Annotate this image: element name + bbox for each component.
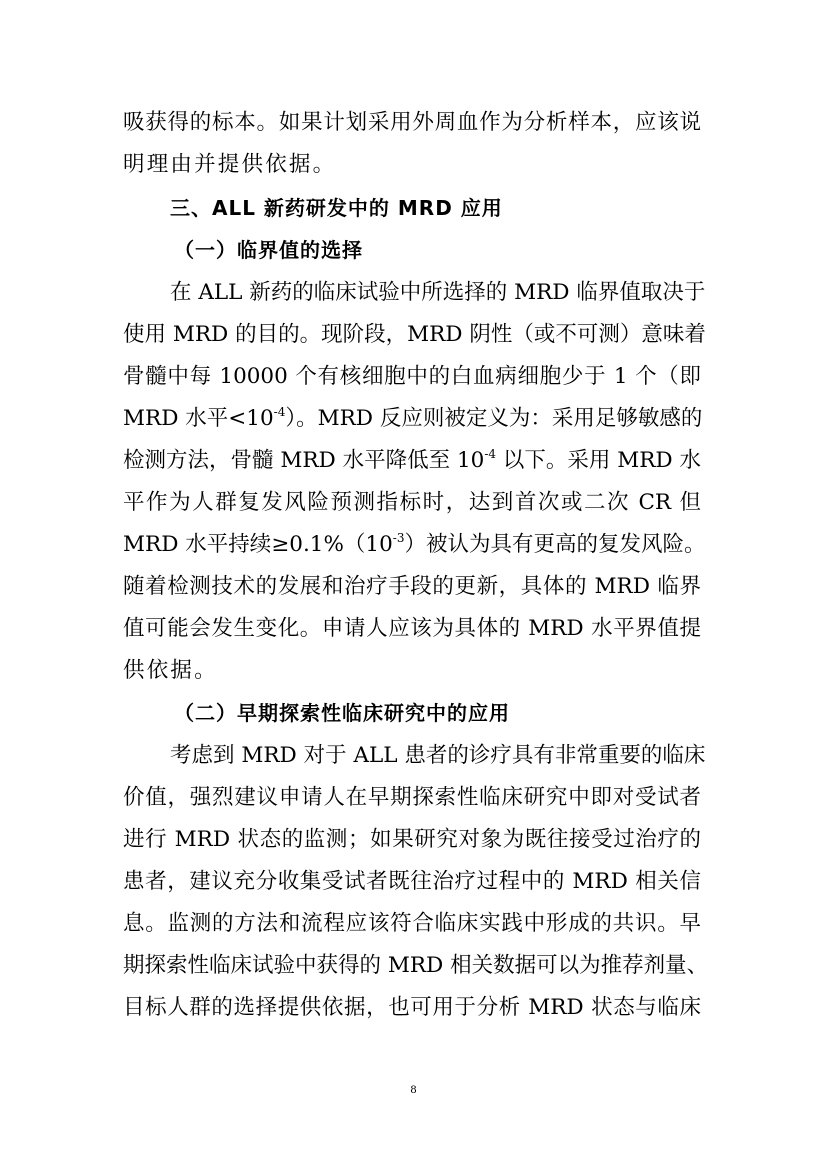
exponent: -3 [392,530,405,545]
text-run: ）。MRD 反应则被定义为：采用足够敏感的 [285,406,703,431]
text-line [123,530,706,560]
text-run: MRD 水平<10 [123,406,274,431]
text-run: ）被认为具有更高的复发风险。 [404,532,706,557]
text-line: 价值，强烈建议申请人在早期探索性临床研究中即对受试者 [123,785,701,810]
exponent: -4 [273,404,286,419]
text-line: 随着检测技术的发展和治疗手段的更新，具体的 MRD 临界 [123,574,701,599]
text-line: 明理由并提供依据。 [123,152,337,177]
text-line [123,446,701,476]
text-run: MRD 水平持续≥0.1%（10 [123,532,393,557]
text-line: 目标人群的选择提供依据，也可用于分析 MRD 状态与临床 [123,995,701,1020]
text-line: 息。监测的方法和流程应该符合临床实践中形成的共识。早 [123,911,701,936]
text-line: 考虑到 MRD 对于 ALL 患者的诊疗具有非常重要的临床 [170,743,706,768]
text-line: 平作为人群复发风险预测指标时，达到首次或二次 CR 但 [123,490,701,515]
text-line: 供依据。 [123,658,218,683]
text-line [123,404,701,434]
text-line: 在 ALL 新药的临床试验中所选择的 MRD 临界值取决于 [170,280,706,305]
text-line: 进行 MRD 状态的监测；如果研究对象为既往接受过治疗的 [123,827,701,852]
text-line: 期探索性临床试验中获得的 MRD 相关数据可以为推荐剂量、 [123,953,709,978]
text-run: 检测方法，骨髓 MRD 水平降低至 10 [123,448,485,473]
text-line: 患者，建议充分收集受试者既往治疗过程中的 MRD 相关信 [123,869,701,894]
section-heading: 三、ALL 新药研发中的 MRD 应用 [170,196,503,220]
subsection-heading: （二）早期探索性临床研究中的应用 [174,701,510,725]
subsection-heading: （一）临界值的选择 [174,238,363,262]
exponent: -4 [484,446,497,461]
text-line: 吸获得的标本。如果计划采用外周血作为分析样本，应该说 [123,110,701,135]
text-line: 值可能会发生变化。申请人应该为具体的 MRD 水平界值提 [123,616,701,641]
text-line: 使用 MRD 的目的。现阶段，MRD 阴性（或不可测）意味着 [123,322,706,347]
text-run: 以下。采用 MRD 水 [496,448,701,473]
page-number: 8 [410,1082,417,1096]
text-line: 骨髓中每 10000 个有核细胞中的白血病细胞少于 1 个（即 [123,364,701,389]
